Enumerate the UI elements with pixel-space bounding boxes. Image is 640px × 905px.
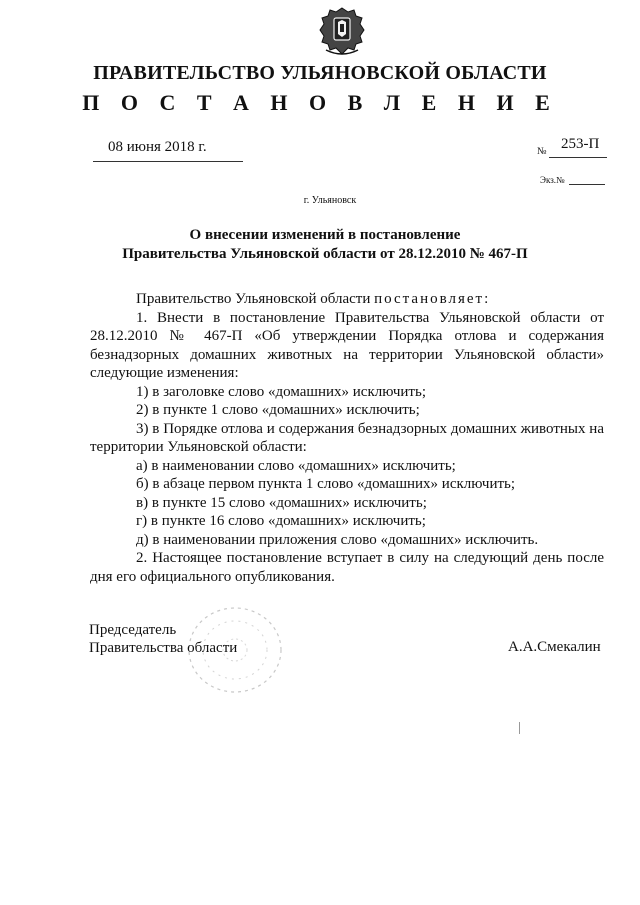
item-1-3-b: б) в абзаце первом пункта 1 слово «домашних» исключить; bbox=[136, 476, 516, 492]
number-underline bbox=[549, 157, 607, 158]
item-1-3-c: в) в пункте 15 слово «домашних» исключить; bbox=[136, 494, 427, 511]
item-1-3: 3) в Порядке отлова и содержания безнадзорных домашних животных на территории Ульяновской области: bbox=[90, 420, 604, 455]
item-2: 2. Настоящее постановление вступает в силу на следующий день после дня его официального опубликования. bbox=[90, 550, 604, 585]
signer-position-line-1: Председатель bbox=[89, 622, 177, 638]
intro-paragraph bbox=[90, 290, 604, 309]
document-body bbox=[90, 290, 604, 586]
document-number: 253-П bbox=[561, 136, 600, 152]
item-1-3-e: д) в наименовании приложения слово «домашних» исключить. bbox=[136, 531, 539, 548]
copy-number-label: Экз.№ bbox=[540, 175, 565, 185]
item-1-2: 2) в пункте 1 слово «домашних» исключить; bbox=[136, 402, 420, 418]
intro-verb: постановляет bbox=[374, 291, 485, 307]
signer-position bbox=[89, 621, 237, 657]
copy-number-underline bbox=[569, 184, 605, 185]
date-underline bbox=[93, 161, 243, 162]
document-subject bbox=[60, 226, 590, 264]
organization-name: ПРАВИТЕЛЬСТВО УЛЬЯНОВСКОЙ ОБЛАСТИ bbox=[93, 62, 547, 84]
intro-prefix: Правительство Ульяновской области bbox=[136, 291, 375, 307]
document-type: П О С Т А Н О В Л Е Н И Е bbox=[82, 90, 558, 115]
item-1: 1. Внести в постановление Правительства Ульяновской области от 28.12.2010 № 467-П «Об утверждении Порядка отлова и содержания безнадзорных домашних животных на территории Ульяновской области» следующие изменения: bbox=[90, 309, 604, 381]
signer-position-line-2: Правительства области bbox=[89, 640, 238, 656]
city-name: г. Ульяновск bbox=[303, 195, 357, 206]
subject-line-2: Правительства Ульяновской области от 28.12.2010 № 467-П bbox=[122, 246, 528, 262]
signer-name: А.А.Смекалин bbox=[508, 639, 601, 655]
item-1-1: 1) в заголовке слово «домашних» исключить; bbox=[136, 383, 426, 400]
intro-suffix: : bbox=[484, 291, 489, 307]
document-date: 08 июня 2018 г. bbox=[108, 139, 207, 155]
item-1-3-d: г) в пункте 16 слово «домашних» исключить; bbox=[136, 513, 426, 529]
scan-mark bbox=[519, 722, 520, 734]
subject-line-1: О внесении изменений в постановление bbox=[189, 227, 461, 243]
item-1-3-a: а) в наименовании слово «домашних» исключить; bbox=[136, 457, 456, 474]
coat-of-arms-emblem bbox=[318, 6, 366, 58]
number-sign: № bbox=[537, 146, 547, 157]
